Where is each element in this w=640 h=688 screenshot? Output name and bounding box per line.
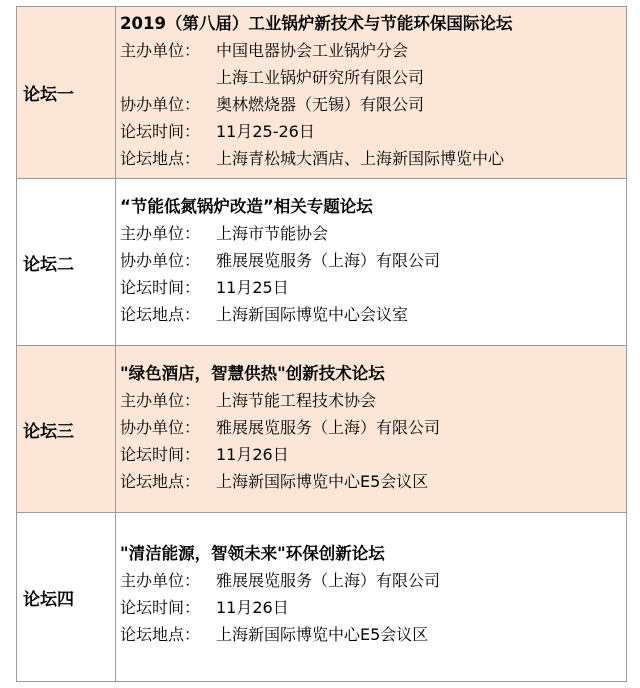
place-value: 上海新国际博览中心会议室 [216,305,409,324]
organizer-value: 雅展展览服务（上海）有限公司 [216,571,441,590]
forum-row-4 [17,513,626,681]
coorganizer-key: 协办单位： [120,95,201,114]
place-value: 上海新国际博览中心E5会议区 [216,472,429,491]
time-key: 论坛时间： [120,278,201,297]
coorganizer-line [120,414,626,441]
place-key: 论坛地点： [120,149,201,168]
organizer-value: 中国电器协会工业锅炉分会 [216,41,409,60]
place-key: 论坛地点： [120,472,201,491]
forum-label: 论坛四 [17,513,116,681]
forum-label: 论坛一 [17,7,116,178]
time-line [120,441,626,468]
organizer-key: 主办单位： [120,224,201,243]
organizer-line [120,387,626,414]
forum-content [116,7,626,178]
organizer-value: 上海市节能协会 [216,224,329,243]
place-value: 上海新国际博览中心E5会议区 [216,625,429,644]
forum-row-3 [17,346,626,513]
organizer-line [120,567,626,594]
organizer-key: 主办单位： [120,41,201,60]
place-line [120,621,626,648]
forum-table [16,6,627,682]
organizer-key: 主办单位： [120,571,201,590]
organizer-value-2: 上海工业锅炉研究所有限公司 [216,68,425,87]
forum-row-2 [17,179,626,346]
time-line [120,274,626,301]
place-line [120,145,626,172]
organizer-line-2 [120,64,626,91]
forum-title: “节能低氮锅炉改造”相关专题论坛 [120,197,373,216]
coorganizer-key: 协办单位： [120,251,201,270]
coorganizer-value: 雅展展览服务（上海）有限公司 [216,418,441,437]
forum-label: 论坛三 [17,346,116,512]
organizer-value: 上海节能工程技术协会 [216,391,377,410]
time-value: 11月26日 [216,598,289,617]
forum-title: "清洁能源，智领未来"环保创新论坛 [120,544,385,563]
forum-content [116,513,626,681]
coorganizer-value: 雅展展览服务（上海）有限公司 [216,251,441,270]
time-key: 论坛时间： [120,445,201,464]
time-value: 11月25-26日 [216,122,315,141]
place-value: 上海青松城大酒店、上海新国际博览中心 [216,149,505,168]
place-line [120,468,626,495]
forum-content [116,179,626,345]
forum-title: "绿色酒店，智慧供热"创新技术论坛 [120,364,385,383]
coorganizer-line [120,91,626,118]
forum-content [116,346,626,512]
place-key: 论坛地点： [120,625,201,644]
time-key: 论坛时间： [120,122,201,141]
time-value: 11月25日 [216,278,289,297]
time-key: 论坛时间： [120,598,201,617]
coorganizer-value: 奥林燃烧器（无锡）有限公司 [216,95,425,114]
place-line [120,301,626,328]
place-key: 论坛地点： [120,305,201,324]
organizer-key: 主办单位： [120,391,201,410]
forum-title: 2019（第八届）工业锅炉新技术与节能环保国际论坛 [120,14,513,33]
time-value: 11月26日 [216,445,289,464]
organizer-line [120,37,626,64]
coorganizer-line [120,247,626,274]
time-line [120,594,626,621]
forum-row-1 [17,7,626,179]
coorganizer-key: 协办单位： [120,418,201,437]
organizer-line [120,220,626,247]
forum-label: 论坛二 [17,179,116,345]
time-line [120,118,626,145]
